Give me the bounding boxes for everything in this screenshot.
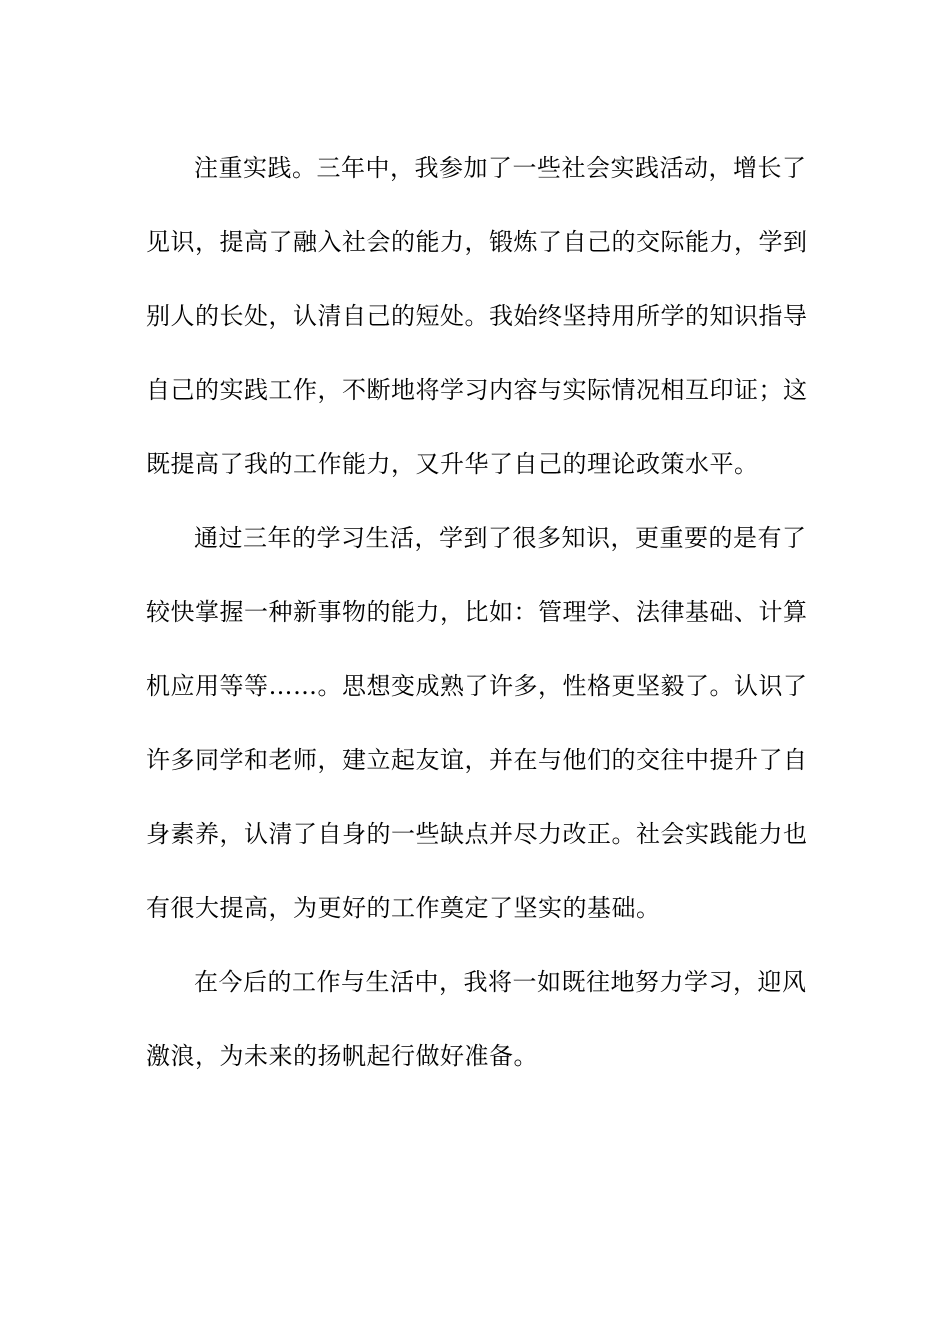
text-line: 注重实践。三年中，我参加了一些社会实践活动，增长了 xyxy=(194,154,807,182)
paragraph-future xyxy=(146,945,806,1093)
text-line: 机应用等等……。思想变成熟了许多，性格更坚毅了。认识了 xyxy=(146,672,808,700)
text-line: 自己的实践工作，不断地将学习内容与实际情况相互印证；这 xyxy=(146,376,808,404)
text-line: 许多同学和老师，建立起友谊，并在与他们的交往中提升了自 xyxy=(146,746,808,774)
text-line: 见识，提高了融入社会的能力，锻炼了自己的交际能力，学到 xyxy=(146,228,808,256)
paragraph-study-life xyxy=(146,501,806,945)
text-line: 激浪，为未来的扬帆起行做好准备。 xyxy=(146,1042,538,1070)
text-line: 在今后的工作与生活中，我将一如既往地努力学习，迎风 xyxy=(194,968,807,996)
text-line: 别人的长处，认清自己的短处。我始终坚持用所学的知识指导 xyxy=(146,302,808,330)
paragraph-practice xyxy=(146,131,806,501)
document-body xyxy=(146,131,806,1093)
text-line: 既提高了我的工作能力，又升华了自己的理论政策水平。 xyxy=(146,450,759,478)
text-line: 身素养，认清了自身的一些缺点并尽力改正。社会实践能力也 xyxy=(146,820,808,848)
text-line: 通过三年的学习生活，学到了很多知识，更重要的是有了 xyxy=(194,524,807,552)
text-line: 较快掌握一种新事物的能力，比如：管理学、法律基础、计算 xyxy=(146,598,808,626)
text-line: 有很大提高，为更好的工作奠定了坚实的基础。 xyxy=(146,894,661,922)
